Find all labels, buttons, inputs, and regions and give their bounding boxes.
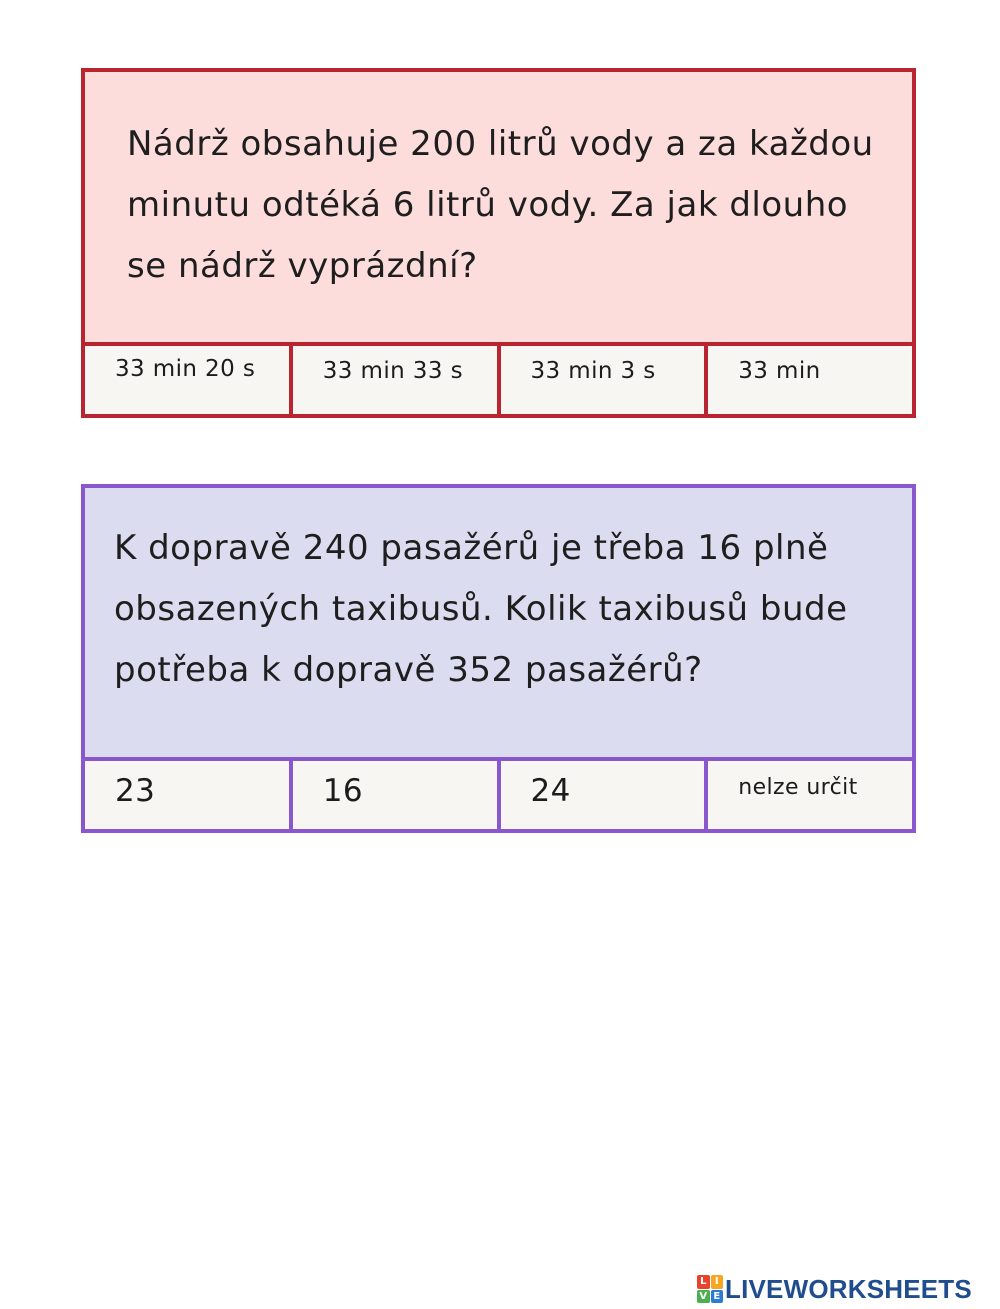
answer-options [85,757,912,829]
answer-option-1[interactable] [85,346,289,414]
answer-option-4[interactable] [704,346,912,414]
liveworksheets-brand[interactable] [697,1272,972,1306]
logo-letter: L [697,1275,710,1289]
answer-label: 33 min 3 s [530,358,656,384]
logo-letter: I [711,1275,724,1289]
answer-option-1[interactable] [85,761,289,829]
answer-label: 33 min 33 s [322,358,463,384]
answer-option-2[interactable] [289,761,497,829]
answer-label: 24 [530,773,571,809]
logo-letter: V [697,1290,710,1304]
answer-option-4[interactable] [704,761,912,829]
answer-label: 33 min 20 s [115,356,256,382]
logo-letter: E [711,1290,724,1304]
question-card-1 [81,68,916,418]
answer-option-3[interactable] [497,346,705,414]
question-text: K dopravě 240 pasažérů je třeba 16 plně obsazených taxibusů. Kolik taxibusů bude potřeba k dopravě 352 pasažérů? [114,528,848,690]
answer-label: 16 [322,773,363,809]
answer-option-3[interactable] [497,761,705,829]
question-text: Nádrž obsahuje 200 litrů vody a za každou minutu odtéká 6 litrů vody. Za jak dlouho se nádrž vyprázdní? [127,124,874,286]
answer-option-2[interactable] [289,346,497,414]
answer-label: nelze určit [738,775,858,800]
answer-label: 23 [115,773,156,809]
question-card-2 [81,484,916,833]
brand-name: LIVEWORKSHEETS [725,1273,972,1304]
answer-options [85,342,912,414]
liveworksheets-logo-icon [697,1275,723,1303]
answer-label: 33 min [738,358,821,384]
